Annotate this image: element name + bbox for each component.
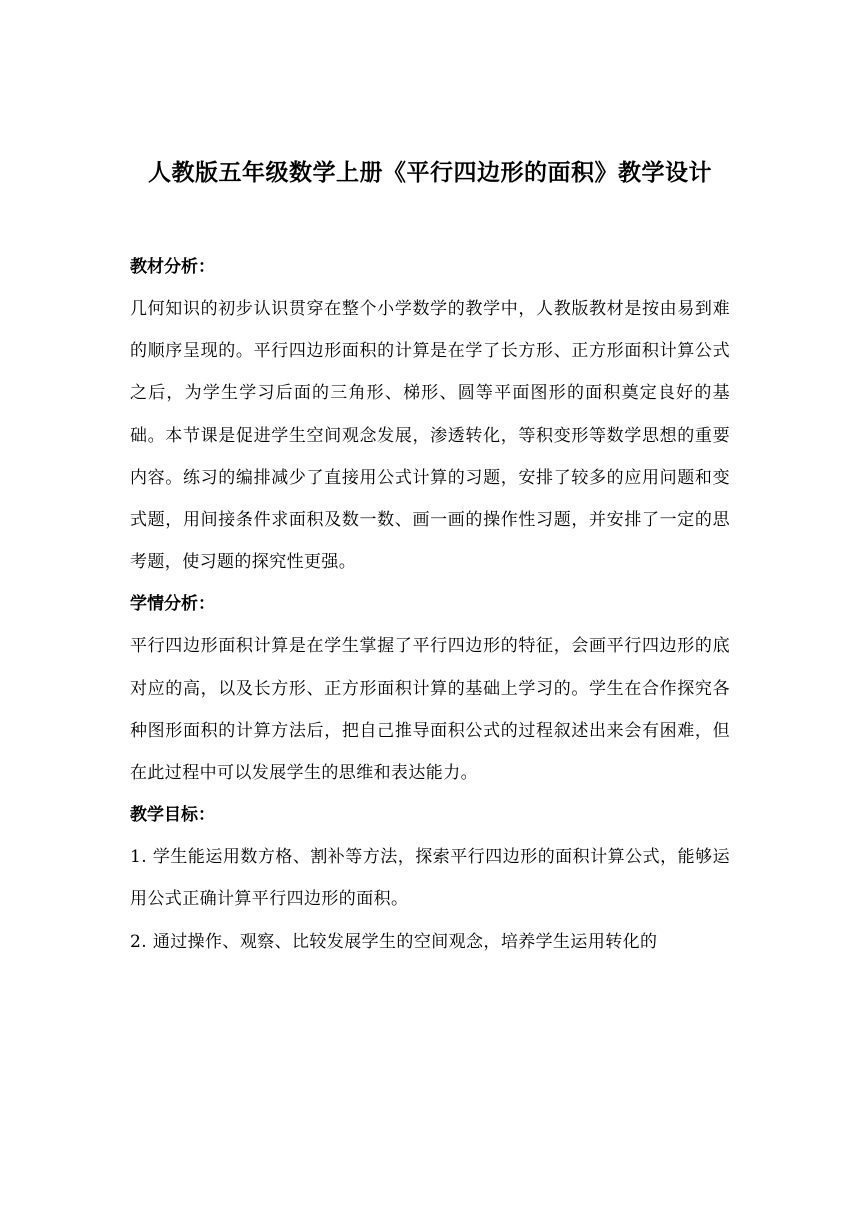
section-teaching-goals [130, 794, 730, 963]
section-paragraph: 几何知识的初步认识贯穿在整个小学数学的教学中，人教版教材是按由易到难的顺序呈现的。平行四边形面积的计算是在学了长方形、正方形面积计算公式之后，为学生学习后面的三角形、梯形、圆等平面图形的面积奠定良好的基础。本节课是促进学生空间观念发展，渗透转化，等积变形等数学思想的重要内容。练习的编排减少了直接用公式计算的习题，安排了较多的应用问题和变式题，用间接条件求面积及数一数、画一画的操作性习题，并安排了一定的思考题，使习题的探究性更强。 [130, 299, 730, 573]
section-student-analysis [130, 583, 730, 794]
document-title: 人教版五年级数学上册《平行四边形的面积》教学设计 [148, 160, 712, 186]
section-heading: 教材分析： [130, 257, 215, 277]
section-paragraph: 平行四边形面积计算是在学生掌握了平行四边形的特征，会画平行四边形的底对应的高，以及长方形、正方形面积计算的基础上学习的。学生在合作探究各种图形面积的计算方法后，把自己推导面积公式的过程叙述出来会有困难，但在此过程中可以发展学生的思维和表达能力。 [130, 636, 730, 784]
goal-item: 2. 通过操作、观察、比较发展学生的空间观念，培养学生运用转化的 [130, 931, 658, 952]
section-heading: 教学目标： [130, 805, 215, 826]
section-heading: 学情分析： [130, 594, 215, 615]
document-body [130, 246, 730, 963]
section-textbook-analysis [130, 246, 730, 583]
goal-item: 1. 学生能运用数方格、割补等方法，探索平行四边形的面积计算公式，能够运用公式正确计算平行四边形的面积。 [130, 847, 730, 910]
